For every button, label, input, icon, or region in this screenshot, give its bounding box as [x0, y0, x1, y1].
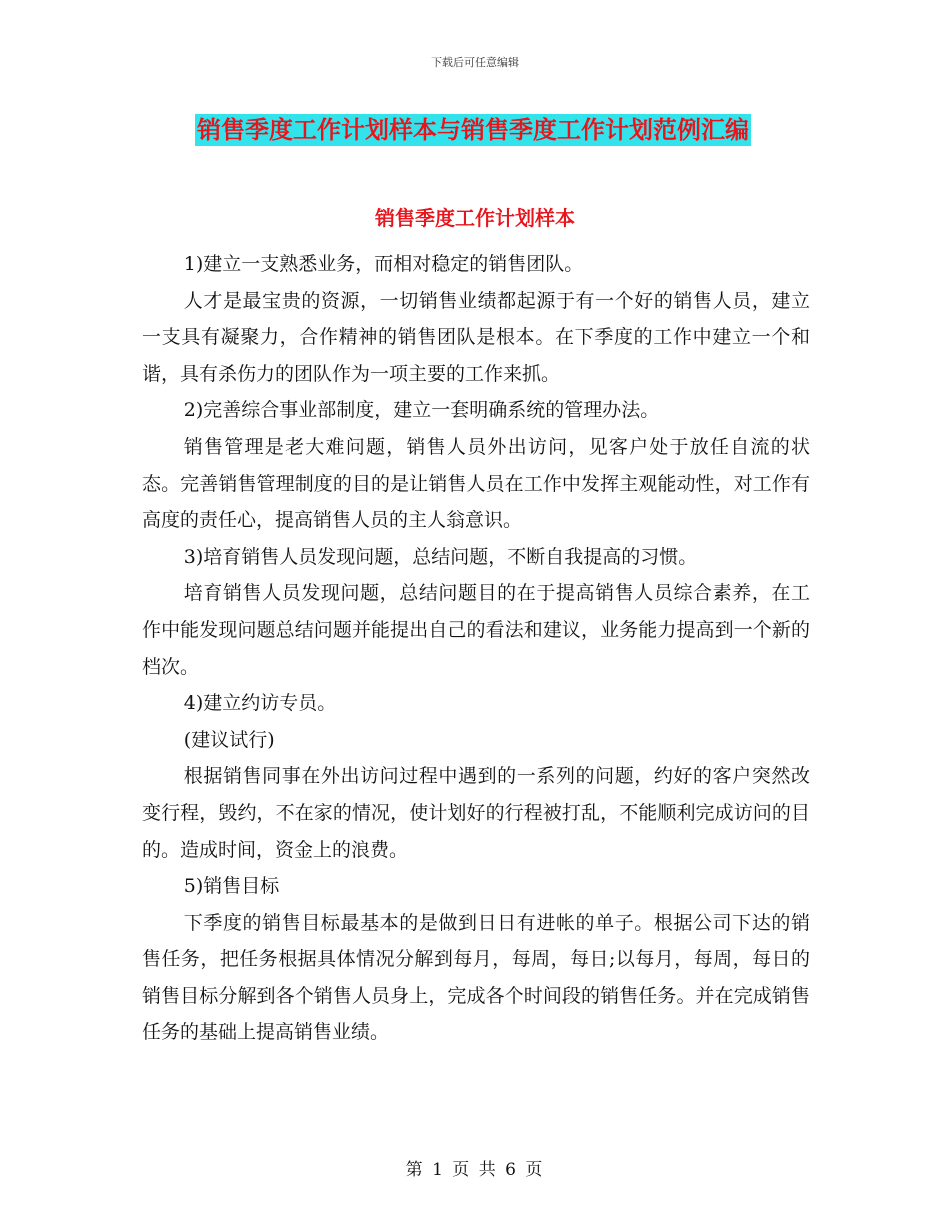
paragraph: 根据销售同事在外出访问过程中遇到的一系列的问题，约好的客户突然改变行程，毁约，不在家的情况，使计划好的行程被打乱，不能顺利完成访问的目的。造成时间，资金上的浪费。	[142, 765, 810, 861]
section-title: 销售季度工作计划样本	[375, 206, 575, 230]
paragraph: 培育销售人员发现问题，总结问题目的在于提高销售人员综合素养，在工作中能发现问题总结问题并能提出自己的看法和建议，业务能力提高到一个新的档次。	[142, 582, 810, 678]
paragraph: 4)建立约访专员。	[183, 692, 337, 715]
document-body	[142, 246, 810, 1051]
paragraph: 2)完善综合事业部制度，建立一套明确系统的管理办法。	[183, 399, 660, 422]
paragraph: 5)销售目标	[183, 875, 280, 898]
header-note: 下载后可任意编辑	[431, 56, 519, 69]
paragraph: 人才是最宝贵的资源，一切销售业绩都起源于有一个好的销售人员，建立一支具有凝聚力，合作精神的销售团队是根本。在下季度的工作中建立一个和谐，具有杀伤力的团队作为一项主要的工作来抓。	[142, 289, 810, 385]
paragraph: (建议试行)	[183, 728, 275, 751]
paragraph: 销售管理是老大难问题，销售人员外出访问，见客户处于放任自流的状态。完善销售管理制度的目的是让销售人员在工作中发挥主观能动性，对工作有高度的责任心，提高销售人员的主人翁意识。	[142, 435, 810, 532]
paragraph: 1)建立一支熟悉业务，而相对稳定的销售团队。	[183, 253, 584, 275]
document-title: 销售季度工作计划样本与销售季度工作计划范例汇编	[197, 116, 749, 144]
page-footer: 第 1 页 共 6 页	[405, 1160, 545, 1180]
paragraph: 下季度的销售目标最基本的是做到日日有进帐的单子。根据公司下达的销售任务，把任务根据具体情况分解到每月，每周，每日;以每月，每周，每日的销售目标分解到各个销售人员身上，完成各个时间段的销售任务。并在完成销售任务的基础上提高销售业绩。	[142, 911, 810, 1044]
paragraph: 3)培育销售人员发现问题，总结问题，不断自我提高的习惯。	[183, 545, 698, 568]
